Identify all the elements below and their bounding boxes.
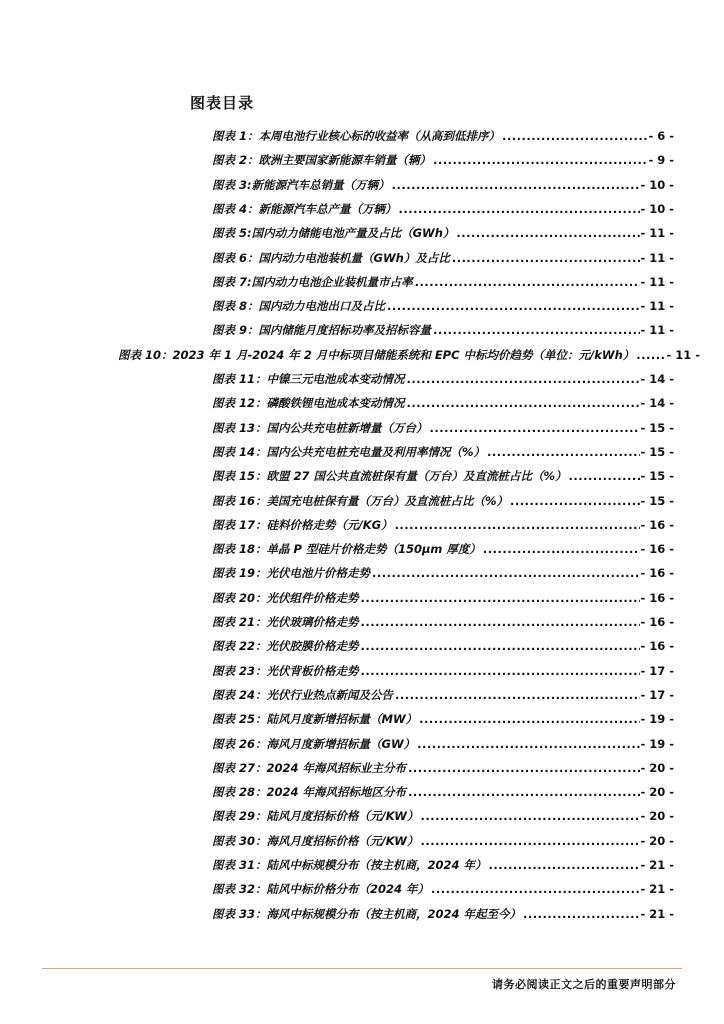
toc-entry[interactable] bbox=[212, 201, 674, 221]
toc-entry-label: 图表 4：新能源汽车总产量（万辆） bbox=[212, 201, 397, 216]
toc-dot-leader bbox=[500, 129, 648, 143]
toc-dot-leader bbox=[521, 907, 640, 921]
toc-entry[interactable] bbox=[212, 274, 674, 294]
toc-entry[interactable] bbox=[212, 322, 674, 342]
toc-entry-label: 图表 15：欧盟 27 国公共直流桩保有量（万台）及直流桩占比（%） bbox=[212, 469, 567, 484]
toc-entry-page: - 21 - bbox=[640, 906, 674, 921]
toc-entry[interactable] bbox=[212, 371, 674, 391]
toc-entry-label: 图表 18：单晶 P 型硅片价格走势（150μm 厚度） bbox=[212, 542, 481, 557]
toc-entry[interactable] bbox=[212, 638, 674, 658]
toc-dot-leader bbox=[487, 858, 641, 872]
toc-entry-label: 图表 22：光伏胶膜价格走势 bbox=[212, 639, 359, 654]
toc-dot-leader bbox=[393, 518, 641, 532]
toc-entry-page: - 11 - bbox=[640, 226, 674, 241]
toc-dot-leader bbox=[359, 664, 641, 678]
toc-entry[interactable] bbox=[118, 347, 700, 367]
toc-entry-label: 图表 30：海风月度招标价格（元/KW） bbox=[212, 833, 419, 848]
toc-entry-label: 图表 33：海风中标规模分布（按主机商，2024 年起至今） bbox=[212, 906, 522, 921]
toc-entry[interactable] bbox=[212, 395, 674, 415]
toc-entry-page: - 11 - bbox=[640, 250, 674, 265]
toc-heading: 图表目录 bbox=[190, 94, 255, 112]
toc-entry[interactable] bbox=[212, 857, 674, 877]
toc-entry-page: - 20 - bbox=[640, 785, 674, 800]
toc-entry[interactable] bbox=[212, 614, 674, 634]
toc-entry-label: 图表 16：美国充电桩保有量（万台）及直流桩占比（%） bbox=[212, 493, 509, 508]
toc-dot-leader bbox=[567, 469, 641, 483]
toc-entry[interactable] bbox=[212, 808, 674, 828]
toc-dot-leader bbox=[417, 712, 640, 726]
toc-entry-page: - 9 - bbox=[648, 153, 674, 168]
toc-entry-page: - 16 - bbox=[640, 542, 674, 557]
toc-entry-page: - 21 - bbox=[640, 882, 674, 897]
toc-entry-page: - 15 - bbox=[640, 469, 674, 484]
toc-entry[interactable] bbox=[212, 784, 674, 804]
toc-entry[interactable] bbox=[212, 420, 674, 440]
toc-entry-label: 图表 25：陆风月度新增招标量（MW） bbox=[212, 712, 418, 727]
toc-dot-leader bbox=[397, 202, 641, 216]
toc-dot-leader bbox=[359, 615, 641, 629]
toc-entry-label: 图表 12：磷酸铁锂电池成本变动情况 bbox=[212, 396, 405, 411]
toc-entry-label: 图表 27：2024 年海风招标业主分布 bbox=[212, 760, 407, 775]
toc-entry-page: - 15 - bbox=[640, 420, 674, 435]
toc-dot-leader bbox=[634, 348, 666, 362]
toc-entry-label: 图表 5:国内动力储能电池产量及占比（GWh） bbox=[212, 226, 455, 241]
toc-entry[interactable] bbox=[212, 493, 674, 513]
toc-entry[interactable] bbox=[212, 298, 674, 318]
toc-entry-page: - 20 - bbox=[640, 809, 674, 824]
toc-entry-label: 图表 6：国内动力电池装机量（GWh）及占比 bbox=[212, 250, 450, 265]
toc-entry[interactable] bbox=[212, 760, 674, 780]
toc-dot-leader bbox=[419, 809, 641, 823]
toc-entry-page: - 19 - bbox=[640, 736, 674, 751]
toc-entry[interactable] bbox=[212, 881, 674, 901]
toc-entry-label: 图表 1：本周电池行业核心标的收益率（从高到低排序） bbox=[212, 129, 501, 143]
toc-dot-leader bbox=[390, 178, 641, 192]
toc-entry-page: - 14 - bbox=[640, 372, 674, 386]
toc-entry-page: - 21 - bbox=[640, 858, 674, 872]
toc-dot-leader bbox=[393, 688, 640, 702]
toc-entry-label: 图表 26：海风月度新增招标量（GW） bbox=[212, 736, 416, 751]
toc-entry-page: - 16 - bbox=[640, 517, 674, 532]
toc-entry-label: 图表 24：光伏行业热点新闻及公告 bbox=[212, 687, 394, 702]
toc-entry-label: 图表 21：光伏玻璃价格走势 bbox=[212, 615, 359, 629]
toc-entry[interactable] bbox=[212, 444, 674, 464]
toc-entry-label: 图表 29：陆风月度招标价格（元/KW） bbox=[212, 809, 419, 824]
toc-dot-leader bbox=[428, 421, 641, 435]
toc-entry-label: 图表 13：国内公共充电桩新增量（万台） bbox=[212, 420, 428, 435]
toc-entry[interactable] bbox=[212, 833, 674, 853]
toc-entry-page: - 16 - bbox=[640, 566, 674, 581]
toc-entry[interactable] bbox=[212, 541, 674, 561]
toc-dot-leader bbox=[406, 761, 640, 775]
toc-entry-label: 图表 32：陆风中标价格分布（2024 年） bbox=[212, 882, 430, 897]
toc-entry-page: - 6 - bbox=[648, 129, 674, 143]
toc-dot-leader bbox=[481, 542, 641, 556]
toc-entry-page: - 17 - bbox=[640, 663, 674, 678]
toc-dot-leader bbox=[431, 153, 648, 167]
toc-entry[interactable] bbox=[212, 177, 674, 197]
toc-entry[interactable] bbox=[212, 517, 674, 537]
toc-entry-label: 图表 31：陆风中标规模分布（按主机商，2024 年） bbox=[212, 858, 487, 872]
toc-entry[interactable] bbox=[212, 736, 674, 756]
toc-entry-label: 图表 20：光伏组件价格走势 bbox=[212, 590, 359, 605]
toc-entry-page: - 16 - bbox=[640, 590, 674, 605]
toc-dot-leader bbox=[359, 591, 641, 605]
toc-dot-leader bbox=[431, 323, 640, 337]
toc-entry[interactable] bbox=[212, 225, 674, 245]
toc-entry-label: 图表 17：硅料价格走势（元/KG） bbox=[212, 517, 393, 532]
toc-entry[interactable] bbox=[212, 687, 674, 707]
toc-dot-leader bbox=[405, 372, 641, 386]
footer-divider bbox=[42, 968, 682, 969]
toc-dot-leader bbox=[415, 737, 640, 751]
toc-entry-label: 图表 2：欧洲主要国家新能源车销量（辆） bbox=[212, 153, 432, 168]
toc-entry-page: - 15 - bbox=[640, 493, 674, 508]
toc-dot-leader bbox=[450, 251, 641, 265]
toc-entry-label: 图表 3:新能源汽车总销量（万辆） bbox=[212, 177, 390, 192]
toc-entry[interactable] bbox=[212, 711, 674, 731]
toc-entry-page: - 16 - bbox=[640, 615, 674, 629]
toc-entry-label: 图表 19：光伏电池片价格走势 bbox=[212, 566, 371, 581]
toc-entry-page: - 20 - bbox=[640, 833, 674, 848]
toc-dot-leader bbox=[429, 882, 640, 896]
toc-dot-leader bbox=[454, 226, 640, 240]
toc-entry-label: 图表 11：中镍三元电池成本变动情况 bbox=[212, 372, 405, 386]
toc-entry-page: - 19 - bbox=[640, 712, 674, 727]
toc-entry-label: 图表 10：2023 年 1 月-2024 年 2 月中标项目储能系统和 EPC 中标均价趋势（单位：元/kWh） bbox=[118, 347, 635, 362]
toc-entry-label: 图表 14：国内公共充电桩充电量及利用率情况（%） bbox=[212, 444, 486, 459]
toc-entry[interactable] bbox=[212, 663, 674, 683]
toc-entry-label: 图表 8：国内动力电池出口及占比 bbox=[212, 299, 386, 314]
toc-dot-leader bbox=[405, 396, 641, 410]
toc-entry[interactable] bbox=[212, 565, 674, 585]
toc-dot-leader bbox=[370, 566, 640, 580]
toc-entry-page: - 11 - bbox=[640, 323, 674, 338]
toc-entry[interactable] bbox=[212, 152, 674, 172]
toc-entry-page: - 15 - bbox=[640, 444, 674, 459]
toc-entry-page: - 17 - bbox=[640, 687, 674, 702]
toc-entry-page: - 11 - bbox=[640, 274, 674, 289]
toc-entry-label: 图表 9：国内储能月度招标功率及招标容量 bbox=[212, 323, 432, 338]
toc-entry[interactable] bbox=[212, 590, 674, 610]
toc-entry-label: 图表 7:国内动力电池企业装机量市占率 bbox=[212, 274, 413, 289]
toc-entry-page: - 10 - bbox=[640, 177, 674, 192]
toc-entry-label: 图表 23：光伏背板价格走势 bbox=[212, 663, 359, 678]
toc-entry[interactable] bbox=[212, 906, 674, 926]
toc-entry-page: - 11 - bbox=[640, 299, 674, 314]
toc-entry-page: - 16 - bbox=[640, 639, 674, 654]
toc-entry[interactable] bbox=[212, 468, 674, 488]
toc-dot-leader bbox=[419, 834, 641, 848]
toc-entry-page: - 10 - bbox=[640, 201, 674, 216]
toc-entry-page: - 11 - bbox=[666, 347, 700, 362]
toc-entry[interactable] bbox=[212, 250, 674, 270]
toc-entry[interactable] bbox=[212, 128, 674, 148]
footer-disclaimer: 请务必阅读正文之后的重要声明部分 bbox=[492, 978, 676, 991]
toc-dot-leader bbox=[406, 785, 640, 799]
toc-dot-leader bbox=[413, 275, 641, 289]
toc-dot-leader bbox=[359, 639, 641, 653]
toc-entry-label: 图表 28：2024 年海风招标地区分布 bbox=[212, 785, 407, 800]
toc-entry-page: - 14 - bbox=[640, 396, 674, 411]
toc-dot-leader bbox=[385, 299, 640, 313]
toc-dot-leader bbox=[485, 445, 640, 459]
toc-dot-leader bbox=[508, 494, 640, 508]
toc-entry-page: - 20 - bbox=[640, 760, 674, 775]
